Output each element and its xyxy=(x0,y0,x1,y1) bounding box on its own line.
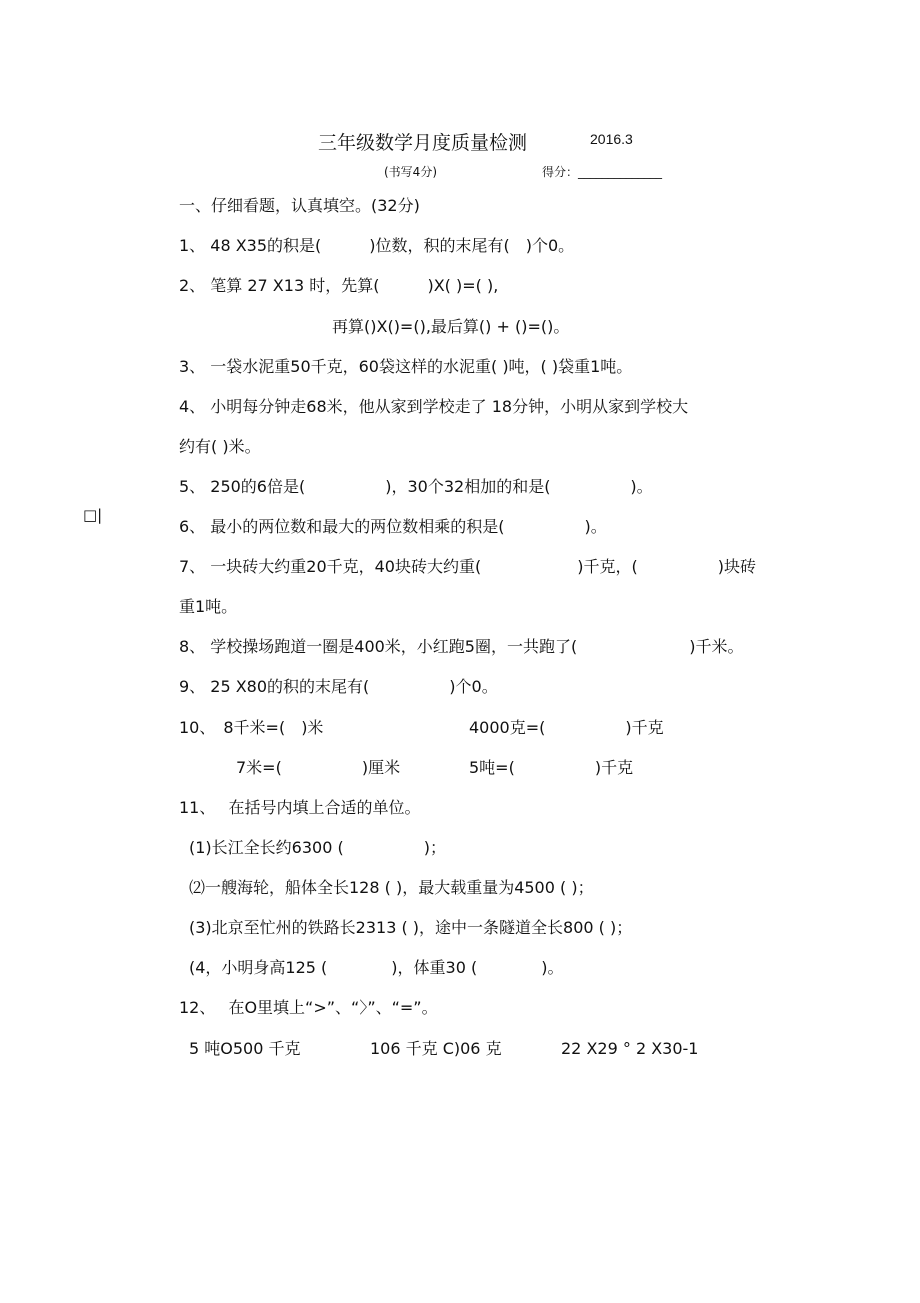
score-field: 得分：______________ xyxy=(542,165,663,179)
question-11-part-2: ⑵一艘海轮，船体全长128 ( )，最大载重量为4500 ( )； xyxy=(189,878,594,897)
question-12: 12、 在O里填上“>”、“〉”、“=”。 xyxy=(179,998,438,1017)
question-12-item-3: 22 X29 ° 2 X30-1 xyxy=(561,1039,699,1058)
question-4-line-1: 4、 小明每分钟走68米，他从家到学校走了 18分钟，小明从家到学校大 xyxy=(179,397,689,416)
question-4-line-2: 约有( )米。 xyxy=(179,437,261,456)
question-11: 11、 在括号内填上合适的单位。 xyxy=(179,798,421,817)
question-10-item-2: 4000克=( )千克 xyxy=(469,718,664,737)
page-title: 三年级数学月度质量检测 xyxy=(318,132,528,154)
section-heading: 一、仔细看题，认真填空。(32分) xyxy=(179,196,420,215)
question-8: 8、 学校操场跑道一圈是400米，小红跑5圈，一共跑了( )千米。 xyxy=(179,637,744,656)
question-11-part-3: (3)北京至忙州的铁路长2313 ( )，途中一条隧道全长800 ( )； xyxy=(189,918,633,937)
question-10-item-4: 5吨=( )千克 xyxy=(469,758,634,777)
question-11-part-1: (1)长江全长约6300 ( )； xyxy=(189,838,446,857)
question-7-line-1: 7、 一块砖大约重20千克，40块砖大约重( )千克，( )块砖 xyxy=(179,557,756,576)
writing-score-note: (书写4分) xyxy=(384,165,437,179)
question-12-item-1: 5 吨O500 千克 xyxy=(189,1039,301,1058)
question-9: 9、 25 X80的积的末尾有( )个0。 xyxy=(179,677,498,696)
question-12-item-2: 106 千克 C)06 克 xyxy=(370,1039,502,1058)
binding-margin-mark: □| xyxy=(83,506,103,524)
question-2-line-1: 2、 笔算 27 X13 时，先算( )X( )=( ), xyxy=(179,276,499,295)
question-5: 5、 250的6倍是( )，30个32相加的和是( )。 xyxy=(179,477,653,496)
question-10-item-3: 7米=( )厘米 xyxy=(236,758,401,777)
question-3: 3、 一袋水泥重50千克，60袋这样的水泥重( )吨，( )袋重1吨。 xyxy=(179,357,633,376)
question-10-item-1: 10、 8千米=( )米 xyxy=(179,718,324,737)
question-1: 1、 48 X35的积是( )位数，积的末尾有( )个0。 xyxy=(179,236,575,255)
question-6: 6、 最小的两位数和最大的两位数相乘的积是( )。 xyxy=(179,517,607,536)
question-11-part-4: (4，小明身高125 ( )，体重30 ( )。 xyxy=(189,958,564,977)
question-2-line-2: 再算()X()=(),最后算() + ()=()。 xyxy=(332,317,570,336)
question-7-line-2: 重1吨。 xyxy=(179,597,238,616)
exam-date: 2016.3 xyxy=(590,131,633,147)
